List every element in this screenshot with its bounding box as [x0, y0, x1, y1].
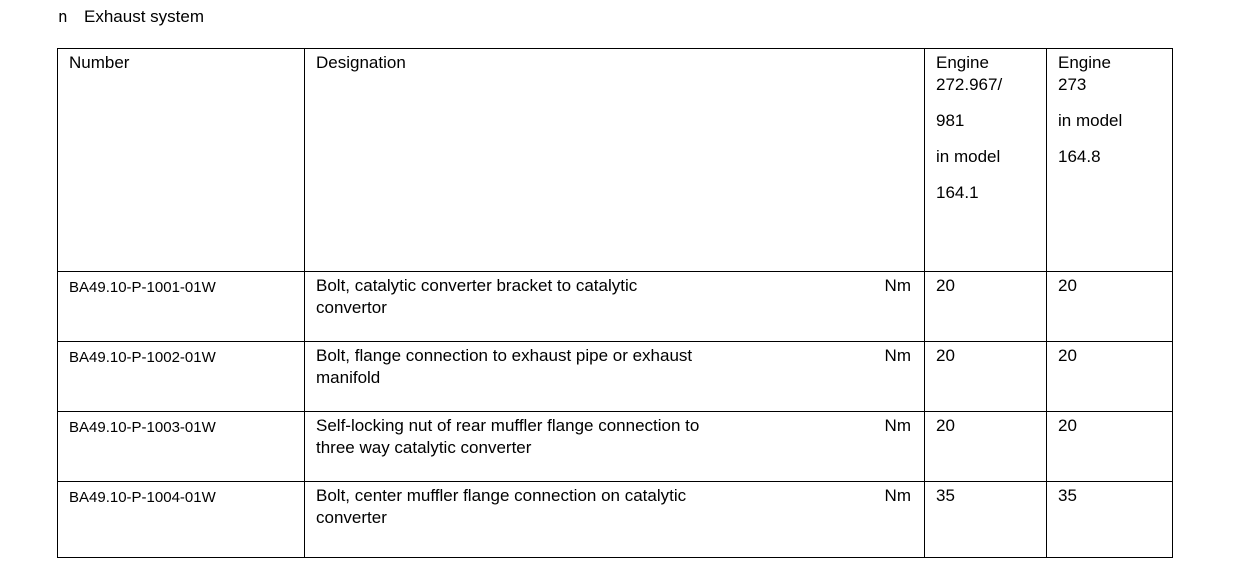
torque-value: 20: [1058, 346, 1077, 365]
header-engine-2-line: 164.8: [1058, 147, 1101, 166]
part-number: BA49.10-P-1001-01W: [69, 279, 216, 296]
cell-engine-1: [925, 412, 1047, 482]
part-number: BA49.10-P-1003-01W: [69, 419, 216, 436]
cell-engine-1: [925, 482, 1047, 558]
cell-designation: [305, 272, 925, 342]
designation-text: [316, 415, 766, 459]
designation-line: Bolt, center muffler flange connection on catalytic: [316, 486, 687, 505]
designation-line: manifold: [316, 368, 381, 387]
torque-value: 35: [936, 486, 955, 505]
unit-label: Nm: [884, 486, 911, 505]
cell-number: [58, 412, 305, 482]
designation-line: three way catalytic converter: [316, 438, 532, 457]
cell-engine-2: [1047, 412, 1173, 482]
table-row: [58, 272, 1173, 342]
designation-text: [316, 485, 766, 529]
header-engine-1-line: in model: [936, 147, 1001, 166]
header-number: [58, 49, 305, 272]
cell-engine-2: [1047, 482, 1173, 558]
table-row: [58, 412, 1173, 482]
part-number: BA49.10-P-1002-01W: [69, 349, 216, 366]
torque-value: 20: [1058, 276, 1077, 295]
cell-designation: [305, 482, 925, 558]
designation-line: Bolt, flange connection to exhaust pipe or exhaust: [316, 346, 693, 365]
torque-table: [57, 48, 1173, 558]
cell-number: [58, 342, 305, 412]
section-title: Exhaust system: [84, 7, 204, 26]
cell-engine-2: [1047, 272, 1173, 342]
header-engine-1-line: 981: [936, 111, 965, 130]
header-engine-2: [1047, 49, 1173, 272]
cell-engine-1: [925, 342, 1047, 412]
header-engine-2-line: Engine: [1058, 53, 1111, 72]
unit-label: Nm: [884, 346, 911, 365]
unit-label: Nm: [884, 416, 911, 435]
table-row: [58, 482, 1173, 558]
cell-number: [58, 482, 305, 558]
header-engine-1: [925, 49, 1047, 272]
designation-line: Self-locking nut of rear muffler flange connection to: [316, 416, 700, 435]
table-header-row: [58, 49, 1173, 272]
unit-label: Nm: [884, 276, 911, 295]
cell-engine-1: [925, 272, 1047, 342]
designation-line: convertor: [316, 298, 387, 317]
header-engine-1-line: 164.1: [936, 183, 979, 202]
header-engine-1-line: Engine: [936, 53, 989, 72]
cell-designation: [305, 342, 925, 412]
bullet-marker: n: [58, 7, 68, 26]
header-engine-2-line: 273: [1058, 75, 1087, 94]
header-designation: [305, 49, 925, 272]
cell-designation: [305, 412, 925, 482]
cell-engine-2: [1047, 342, 1173, 412]
cell-number: [58, 272, 305, 342]
header-number-label: Number: [69, 53, 130, 72]
torque-value: 20: [936, 276, 955, 295]
header-engine-2-line: in model: [1058, 111, 1123, 130]
torque-value: 20: [936, 346, 955, 365]
designation-text: [316, 345, 766, 389]
part-number: BA49.10-P-1004-01W: [69, 489, 216, 506]
designation-text: [316, 275, 766, 319]
torque-value: 35: [1058, 486, 1077, 505]
section-heading: [58, 7, 204, 27]
header-designation-label: Designation: [316, 53, 406, 72]
table-row: [58, 342, 1173, 412]
torque-value: 20: [1058, 416, 1077, 435]
designation-line: converter: [316, 508, 387, 527]
designation-line: Bolt, catalytic converter bracket to catalytic: [316, 276, 638, 295]
header-engine-1-line: 272.967/: [936, 75, 1003, 94]
torque-value: 20: [936, 416, 955, 435]
